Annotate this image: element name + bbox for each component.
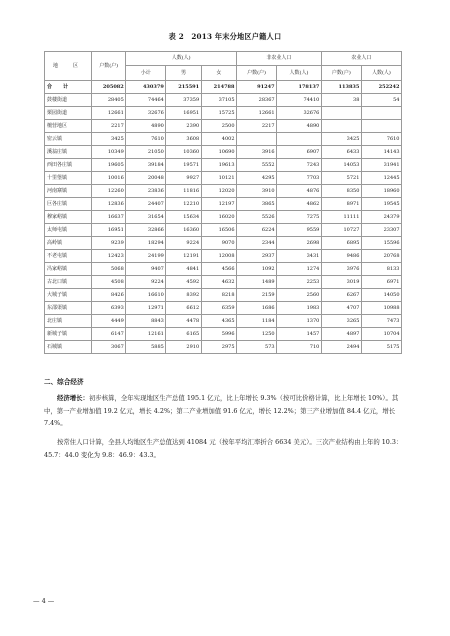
table-cell: 16951 [92, 224, 126, 237]
table-cell: 3265 [321, 315, 361, 328]
table-cell: 38 [321, 94, 361, 107]
table-row [45, 211, 402, 224]
table-cell: 16506 [201, 224, 236, 237]
table-cell: 1457 [277, 328, 322, 341]
table-cell: 15634 [166, 211, 201, 224]
table-row [45, 237, 402, 250]
table-cell: 74410 [277, 94, 322, 107]
region-name: 巨各庄镇 [45, 198, 92, 211]
table-row [45, 276, 402, 289]
agri-header: 农业人口 [321, 52, 401, 66]
table-cell: 16637 [92, 211, 126, 224]
table-cell: 21050 [126, 146, 166, 159]
table-cell: 14050 [361, 289, 401, 302]
table-cell: 12191 [166, 250, 201, 263]
table-cell: 2560 [277, 289, 322, 302]
table-cell: 6359 [201, 302, 236, 315]
table-cell: 9224 [126, 276, 166, 289]
table-cell: 4295 [237, 172, 277, 185]
region-name: 新城子镇 [45, 328, 92, 341]
table-cell: 1489 [237, 276, 277, 289]
table-cell: 8426 [92, 289, 126, 302]
table-cell: 19545 [361, 198, 401, 211]
table-cell [237, 133, 277, 146]
table-cell: 7275 [277, 211, 322, 224]
table-cell: 4566 [201, 263, 236, 276]
table-cell: 16020 [201, 211, 236, 224]
table-cell: 12971 [126, 302, 166, 315]
table-cell: 430379 [126, 81, 166, 94]
table-cell: 9486 [321, 250, 361, 263]
table-row [45, 224, 402, 237]
table-cell: 12161 [126, 328, 166, 341]
table-cell: 2975 [201, 341, 236, 354]
table-cell: 252242 [361, 81, 401, 94]
population-table [44, 51, 402, 354]
region-name: 鼓楼街道 [45, 94, 92, 107]
table-cell: 4707 [321, 302, 361, 315]
table-cell: 4862 [277, 198, 322, 211]
table-cell: 3976 [321, 263, 361, 276]
table-cell: 2344 [237, 237, 277, 250]
region-name: 东邵渠镇 [45, 302, 92, 315]
region-name: 不老屯镇 [45, 250, 92, 263]
table-cell: 8350 [321, 185, 361, 198]
table-cell: 5721 [321, 172, 361, 185]
table-cell: 6147 [92, 328, 126, 341]
region-name: 冯家峪镇 [45, 263, 92, 276]
table-cell: 2937 [237, 250, 277, 263]
agri-persons-header: 人数(人) [361, 66, 401, 81]
region-name: 檀营地区 [45, 120, 92, 133]
table-cell: 15725 [201, 107, 236, 120]
table-row [45, 133, 402, 146]
table-cell: 10349 [92, 146, 126, 159]
table-cell: 6267 [321, 289, 361, 302]
table-row [45, 107, 402, 120]
table-cell: 16360 [166, 224, 201, 237]
table-cell: 7610 [361, 133, 401, 146]
table-cell: 10360 [166, 146, 201, 159]
table-cell: 5526 [237, 211, 277, 224]
table-cell: 23307 [361, 224, 401, 237]
table-cell: 32676 [277, 107, 322, 120]
table-cell: 11111 [321, 211, 361, 224]
page-number: — 4 — [33, 597, 55, 605]
table-cell: 31654 [126, 211, 166, 224]
table-cell: 2253 [277, 276, 322, 289]
table-cell: 573 [237, 341, 277, 354]
table-cell: 12661 [237, 107, 277, 120]
table-cell: 12020 [201, 185, 236, 198]
table-row [45, 172, 402, 185]
table-cell: 9559 [277, 224, 322, 237]
nonagri-households-header: 户数(户) [237, 66, 277, 81]
table-cell: 16951 [166, 107, 201, 120]
table-cell: 15596 [361, 237, 401, 250]
region-name: 穆家峪镇 [45, 211, 92, 224]
table-cell: 39184 [126, 159, 166, 172]
table-cell: 10690 [201, 146, 236, 159]
table-cell: 4876 [277, 185, 322, 198]
region-name: 石城镇 [45, 341, 92, 354]
table-cell: 20768 [361, 250, 401, 263]
table-cell: 6433 [321, 146, 361, 159]
table-cell: 37105 [201, 94, 236, 107]
table-cell: 214788 [201, 81, 236, 94]
table-cell: 12661 [92, 107, 126, 120]
table-cell: 24199 [126, 250, 166, 263]
table-cell: 2500 [201, 120, 236, 133]
table-cell: 4449 [92, 315, 126, 328]
table-cell [277, 133, 322, 146]
table-cell: 1274 [277, 263, 322, 276]
table-cell: 4478 [166, 315, 201, 328]
region-name: 溪翁庄镇 [45, 146, 92, 159]
table-cell: 6612 [166, 302, 201, 315]
table-cell: 32866 [126, 224, 166, 237]
table-cell: 2217 [237, 120, 277, 133]
table-cell: 20048 [126, 172, 166, 185]
table-cell: 9070 [201, 237, 236, 250]
table-cell: 5552 [237, 159, 277, 172]
table-cell: 8218 [201, 289, 236, 302]
table-cell: 24379 [361, 211, 401, 224]
table-cell: 11816 [166, 185, 201, 198]
table-cell: 2698 [277, 237, 322, 250]
table-cell: 113835 [321, 81, 361, 94]
table-cell: 7703 [277, 172, 322, 185]
region-name: 栗园街道 [45, 107, 92, 120]
table-cell: 10121 [201, 172, 236, 185]
table-cell: 1092 [237, 263, 277, 276]
table-cell: 3067 [92, 341, 126, 354]
table-cell: 9927 [166, 172, 201, 185]
economic-growth-paragraph [44, 392, 408, 430]
region-name: 高岭镇 [45, 237, 92, 250]
table-cell: 32676 [126, 107, 166, 120]
section-heading: 二、综合经济 [44, 378, 84, 386]
table-cell: 28367 [237, 94, 277, 107]
population-female-header: 女 [201, 66, 236, 81]
table-cell: 2390 [166, 120, 201, 133]
page-title: 表 2 2013 年末分地区户籍人口 [168, 32, 282, 41]
table-cell: 8971 [321, 198, 361, 211]
table-cell: 18960 [361, 185, 401, 198]
table-cell: 12423 [92, 250, 126, 263]
total-row [45, 81, 402, 94]
table-row [45, 289, 402, 302]
table-cell: 18294 [126, 237, 166, 250]
table-cell: 2910 [166, 341, 201, 354]
table-row [45, 263, 402, 276]
table-cell: 6393 [92, 302, 126, 315]
region-header: 地 区 [45, 52, 92, 81]
table-cell: 19613 [201, 159, 236, 172]
table-cell: 1250 [237, 328, 277, 341]
table-cell: 8392 [166, 289, 201, 302]
region-name: 古北口镇 [45, 276, 92, 289]
table-cell: 215591 [166, 81, 201, 94]
table-row [45, 120, 402, 133]
table-body [45, 81, 402, 354]
table-row [45, 94, 402, 107]
table-cell: 5068 [92, 263, 126, 276]
table-cell: 91247 [237, 81, 277, 94]
nonagri-persons-header: 人数(人) [277, 66, 322, 81]
table-cell: 4897 [321, 328, 361, 341]
table-cell: 37359 [166, 94, 201, 107]
table-cell: 16610 [126, 289, 166, 302]
population-header: 人数(人) [126, 52, 237, 66]
table-cell: 4841 [166, 263, 201, 276]
table-cell: 5996 [201, 328, 236, 341]
table-cell: 8843 [126, 315, 166, 328]
region-name: 太师屯镇 [45, 224, 92, 237]
table-cell: 6971 [361, 276, 401, 289]
table-row [45, 341, 402, 354]
table-cell: 12836 [92, 198, 126, 211]
table-cell [321, 107, 361, 120]
table-cell: 12445 [361, 172, 401, 185]
paragraph-lead: 经济增长： [57, 394, 89, 402]
region-name: 西田各庄镇 [45, 159, 92, 172]
table-cell: 4365 [201, 315, 236, 328]
table-cell: 12008 [201, 250, 236, 263]
table-cell: 4592 [166, 276, 201, 289]
table-cell: 19605 [92, 159, 126, 172]
table-cell: 3431 [277, 250, 322, 263]
table-cell: 2494 [321, 341, 361, 354]
population-subtotal-header: 小计 [126, 66, 166, 81]
table-cell: 4890 [126, 120, 166, 133]
table-cell: 3608 [166, 133, 201, 146]
table-cell: 4890 [277, 120, 322, 133]
table-cell: 1983 [277, 302, 322, 315]
table-cell: 4632 [201, 276, 236, 289]
table-cell: 3019 [321, 276, 361, 289]
table-cell: 7610 [126, 133, 166, 146]
population-male-header: 男 [166, 66, 201, 81]
table-row [45, 185, 402, 198]
region-name: 河南寨镇 [45, 185, 92, 198]
table-cell [321, 120, 361, 133]
table-cell [361, 107, 401, 120]
table-cell: 1184 [237, 315, 277, 328]
table-cell: 7473 [361, 315, 401, 328]
table-cell: 9224 [166, 237, 201, 250]
table-cell: 3865 [237, 198, 277, 211]
table-cell: 23836 [126, 185, 166, 198]
region-name: 十里堡镇 [45, 172, 92, 185]
table-cell: 74464 [126, 94, 166, 107]
table-cell: 9407 [126, 263, 166, 276]
table-cell: 10727 [321, 224, 361, 237]
table-cell: 7243 [277, 159, 322, 172]
nonagri-header: 非农业人口 [237, 52, 322, 66]
households-header: 户数(户) [92, 52, 126, 81]
table-cell: 9239 [92, 237, 126, 250]
table-cell: 5885 [126, 341, 166, 354]
table-cell: 205082 [92, 81, 126, 94]
table-cell: 10016 [92, 172, 126, 185]
table-cell: 4002 [201, 133, 236, 146]
region-name: 大城子镇 [45, 289, 92, 302]
table-cell: 8133 [361, 263, 401, 276]
paragraph-text: 初步核算，全年实现地区生产总值 195.1 亿元，比上年增长 9.3%（按可比价格计算，比上年增长 10%）。其中，第一产业增加值 19.2 亿元，增长 4.2%；第二产业增加值 91.6 亿元，增长 12.2%；第三产业增加值 84.4 亿元，增长 7.4%。 [44, 394, 399, 427]
table-cell: 6895 [321, 237, 361, 250]
table-row [45, 198, 402, 211]
table-cell: 3425 [321, 133, 361, 146]
table-cell: 14053 [321, 159, 361, 172]
table-row [45, 146, 402, 159]
table-cell: 710 [277, 341, 322, 354]
agri-households-header: 户数(户) [321, 66, 361, 81]
table-cell: 54 [361, 94, 401, 107]
table-cell: 4508 [92, 276, 126, 289]
total-label: 合 计 [45, 81, 92, 94]
region-name: 密云镇 [45, 133, 92, 146]
table-cell: 10704 [361, 328, 401, 341]
table-cell: 3910 [237, 185, 277, 198]
table-cell: 5175 [361, 341, 401, 354]
table-cell: 24407 [126, 198, 166, 211]
per-capita-paragraph: 按常住人口计算，全县人均地区生产总值达到 41084 元（按年平均汇率折合 6634 美元）。三次产业结构由上年的 10.3：45.7：44.0 变化为 9.8：46.9：43.3。 [44, 438, 403, 459]
table-row [45, 302, 402, 315]
table-cell: 12197 [201, 198, 236, 211]
table-cell: 6165 [166, 328, 201, 341]
table-row [45, 328, 402, 341]
table-cell: 2159 [237, 289, 277, 302]
table-row [45, 159, 402, 172]
table-cell: 3916 [237, 146, 277, 159]
table-cell: 19571 [166, 159, 201, 172]
table-cell: 1686 [237, 302, 277, 315]
table-cell: 31941 [361, 159, 401, 172]
table-cell [361, 120, 401, 133]
region-name: 北庄镇 [45, 315, 92, 328]
table-cell: 12210 [166, 198, 201, 211]
table-row [45, 315, 402, 328]
table-cell: 6907 [277, 146, 322, 159]
table-cell: 178137 [277, 81, 322, 94]
table-cell: 10988 [361, 302, 401, 315]
table-row [45, 250, 402, 263]
table-cell: 14143 [361, 146, 401, 159]
table-cell: 2217 [92, 120, 126, 133]
table-cell: 3425 [92, 133, 126, 146]
table-cell: 6224 [237, 224, 277, 237]
table-cell: 1370 [277, 315, 322, 328]
table-cell: 12260 [92, 185, 126, 198]
table-cell: 28405 [92, 94, 126, 107]
